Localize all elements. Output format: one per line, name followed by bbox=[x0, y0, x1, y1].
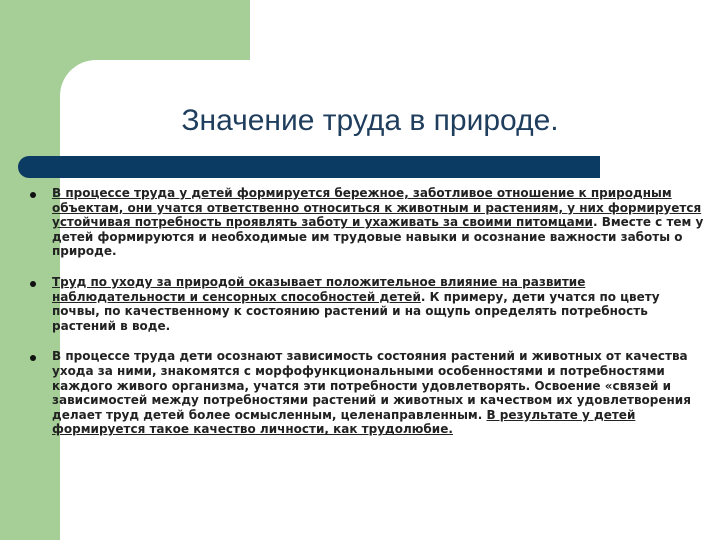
bullet-item bbox=[24, 275, 704, 333]
bullet-plain-text: В процессе труда дети осознают зависимость состояния растений и животных от качества ухода за ними, знакомятся с морфофункциональными особенностями и потребностями каждого живого организма, учатся эти потребности удовлетворять. Освоение «связей и зависимостей между потребностями растений и животных и качеством их удовлетворения делает труд детей более осмысленным, целенаправленным. bbox=[52, 349, 691, 422]
title-underline-bar bbox=[18, 156, 600, 178]
bullet-item bbox=[24, 349, 704, 437]
bullet-rest-text: . Вместе с тем у детей формируются и необходимые им трудовые навыки и осознание важности заботы о природе. bbox=[52, 215, 704, 259]
bullet-underlined-text: Труд по уходу за природой оказывает положительное влияние на развитие наблюдательности и сенсорных способностей детей bbox=[52, 274, 586, 304]
bullet-list bbox=[24, 186, 704, 453]
bullet-underlined-text: В результате у детей формируется такое качество личности, как трудолюбие. bbox=[52, 407, 636, 437]
bullet-text bbox=[52, 349, 704, 437]
bullet-text bbox=[52, 186, 704, 259]
bullet-underlined-text: В процессе труда у детей формируется бережное, заботливое отношение к природным объектам, они учатся ответственно относиться к животным и растениям, у них формируется устойчивая потребность проявлять заботу и ухаживать за своими питомцами bbox=[52, 186, 702, 230]
bullet-text bbox=[52, 275, 704, 333]
bullet-rest-text: . К примеру, дети учатся по цвету почвы, по качественному к состоянию растений и на ощупь определять потребность растений в воде. bbox=[52, 289, 660, 333]
bullet-dot-icon bbox=[30, 355, 36, 361]
bullet-dot-icon bbox=[30, 281, 36, 287]
bullet-item bbox=[24, 186, 704, 259]
bullet-dot-icon bbox=[30, 192, 36, 198]
slide-title: Значение труда в природе. bbox=[181, 104, 559, 137]
